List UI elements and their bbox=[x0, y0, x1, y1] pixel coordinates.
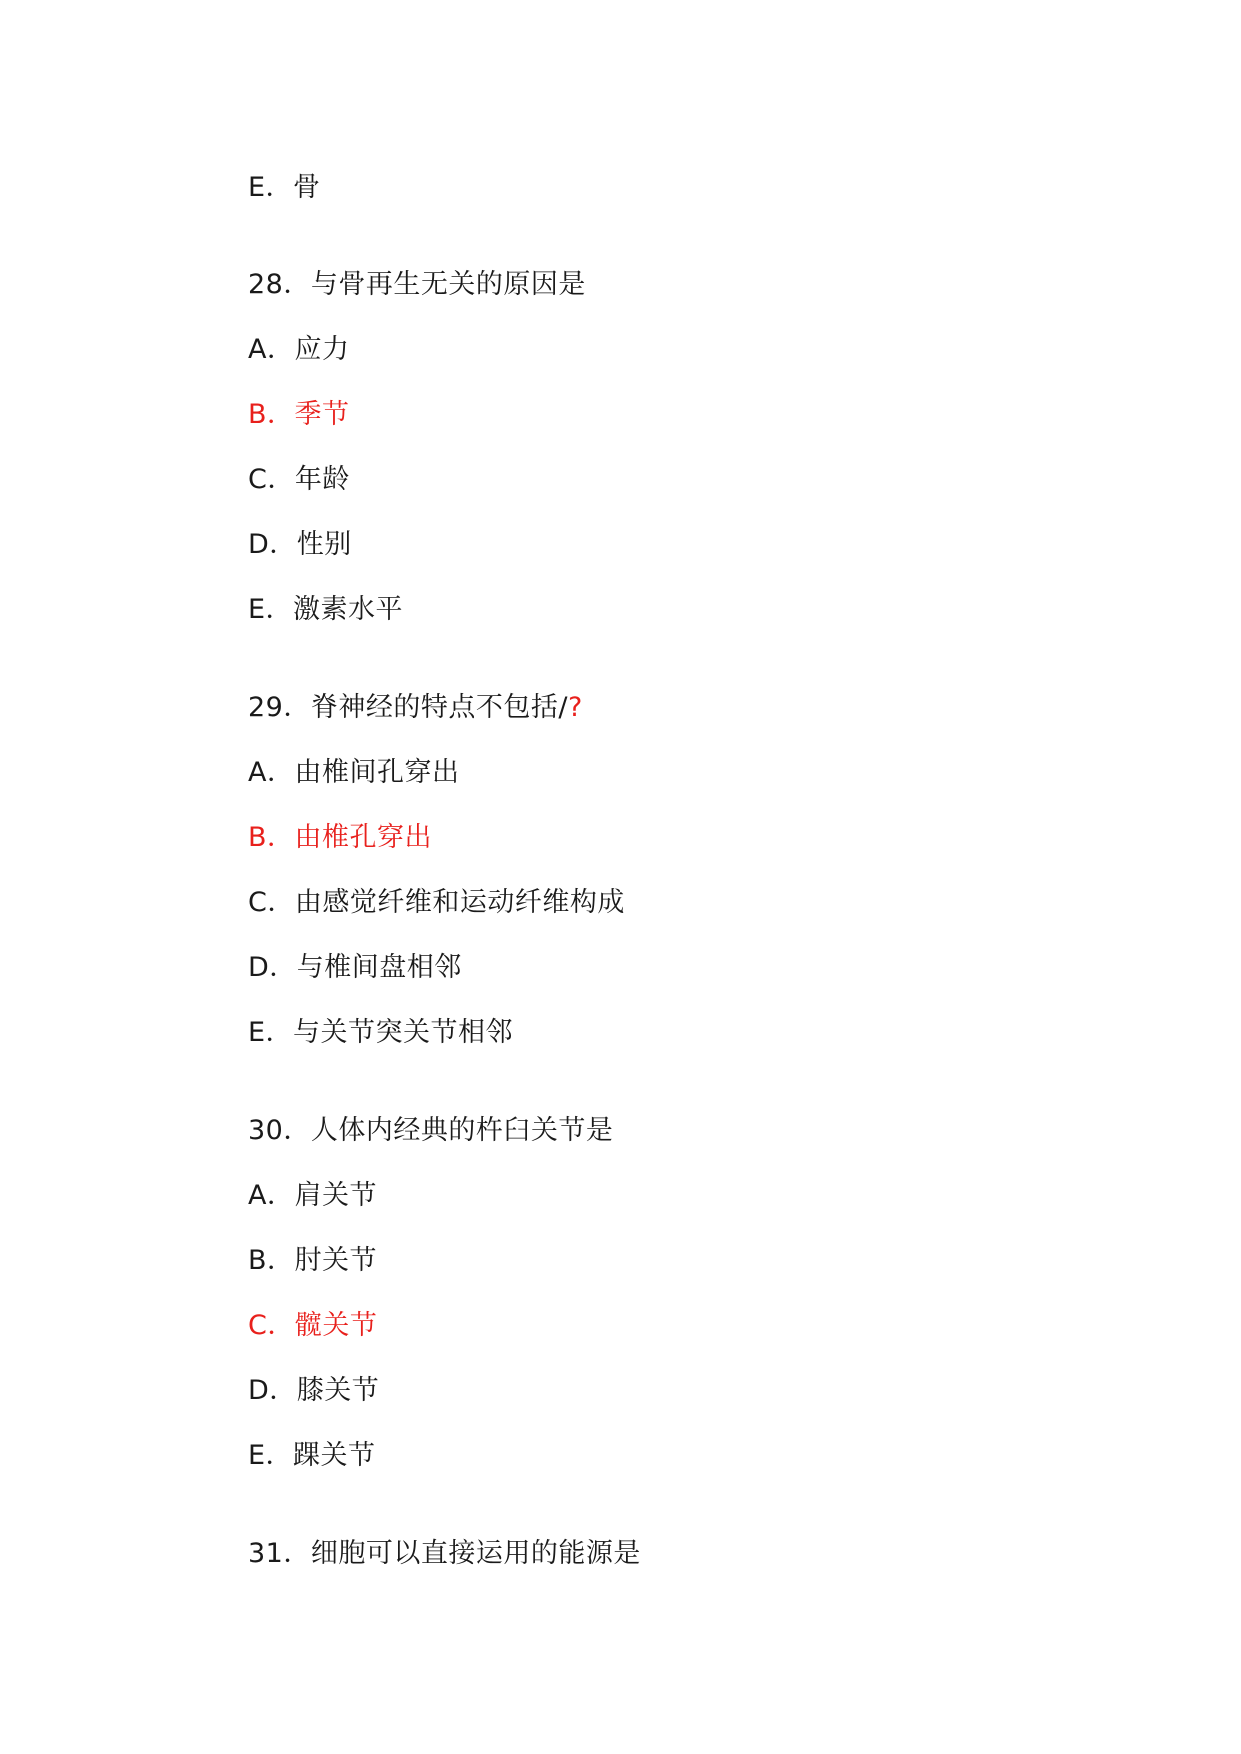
question-31: 31．细胞可以直接运用的能源是 bbox=[248, 1538, 641, 1569]
option-b-q29-answer: B．由椎孔穿出 bbox=[248, 822, 433, 853]
question-29-text: 29．脊神经的特点不包括/ bbox=[248, 692, 568, 723]
option-a-q30: A．肩关节 bbox=[248, 1180, 377, 1211]
option-e-q29: E．与关节突关节相邻 bbox=[248, 1017, 514, 1048]
option-b-q28-answer: B．季节 bbox=[248, 399, 350, 430]
option-b-q30: B．肘关节 bbox=[248, 1245, 378, 1276]
question-29-mark: ? bbox=[567, 692, 583, 723]
option-a-q29: A．由椎间孔穿出 bbox=[248, 757, 460, 788]
option-c-q30-answer: C．髋关节 bbox=[248, 1310, 378, 1341]
option-e-q30: E．踝关节 bbox=[248, 1440, 376, 1471]
option-a-q28: A．应力 bbox=[248, 334, 350, 365]
option-d-q29: D．与椎间盘相邻 bbox=[248, 952, 462, 983]
option-e-q28: E．激素水平 bbox=[248, 594, 404, 625]
question-29 bbox=[248, 690, 583, 726]
question-28: 28．与骨再生无关的原因是 bbox=[248, 269, 586, 300]
option-e-q27: E．骨 bbox=[248, 172, 321, 203]
question-30: 30．人体内经典的杵臼关节是 bbox=[248, 1115, 614, 1146]
option-c-q28: C．年龄 bbox=[248, 464, 350, 495]
option-d-q28: D．性别 bbox=[248, 529, 352, 560]
option-d-q30: D．膝关节 bbox=[248, 1375, 380, 1406]
option-c-q29: C．由感觉纤维和运动纤维构成 bbox=[248, 887, 625, 918]
